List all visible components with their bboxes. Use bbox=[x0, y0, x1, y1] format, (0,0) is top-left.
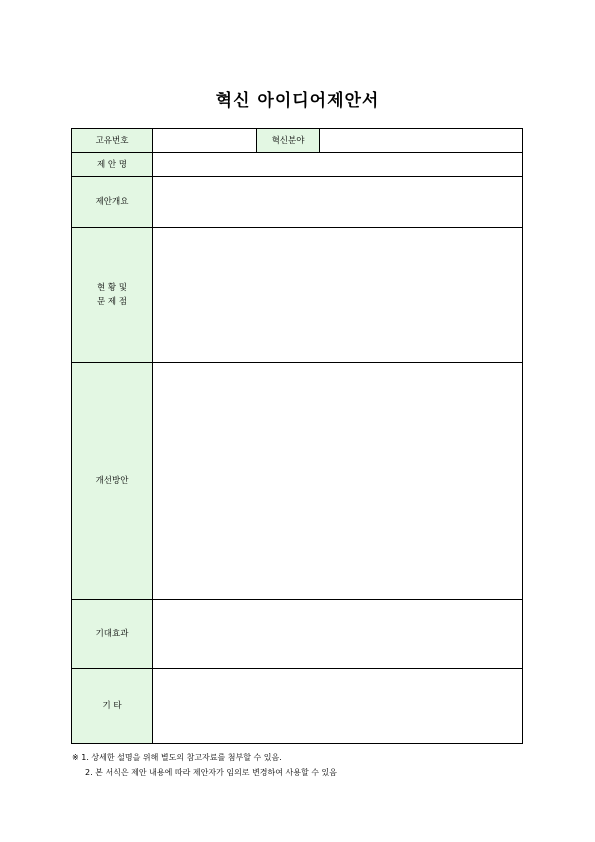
status-label-line2: 문 제 점 bbox=[96, 297, 128, 307]
proposal-name-cell[interactable] bbox=[153, 153, 523, 177]
footnotes bbox=[72, 750, 337, 780]
plan-label: 개선방안 bbox=[72, 363, 153, 600]
row-proposal-name bbox=[72, 153, 523, 177]
row-summary bbox=[72, 177, 523, 228]
status-label bbox=[72, 228, 153, 363]
row-status-problems bbox=[72, 228, 523, 363]
summary-label: 제안개요 bbox=[72, 177, 153, 228]
summary-cell[interactable] bbox=[153, 177, 523, 228]
proposal-name-label: 제 안 명 bbox=[72, 153, 153, 177]
effect-cell[interactable] bbox=[153, 600, 523, 669]
effect-label: 기대효과 bbox=[72, 600, 153, 669]
field-value-cell[interactable] bbox=[320, 129, 523, 153]
footnote-2: 2. 본 서식은 제안 내용에 따라 제안자가 임의로 변경하여 사용할 수 있음 bbox=[85, 768, 337, 777]
row-expected-effect bbox=[72, 600, 523, 669]
footnote-1: ※ 1. 상세한 설명을 위해 별도의 참고자료를 첨부할 수 있음. bbox=[72, 753, 282, 762]
id-value-cell[interactable] bbox=[153, 129, 257, 153]
row-etc bbox=[72, 669, 523, 744]
status-label-line1: 현 황 및 bbox=[96, 283, 128, 293]
etc-label: 기 타 bbox=[72, 669, 153, 744]
document-title: 혁신 아이디어제안서 bbox=[215, 91, 380, 111]
row-id-field bbox=[72, 129, 523, 153]
proposal-form-table bbox=[71, 128, 523, 744]
plan-cell[interactable] bbox=[153, 363, 523, 600]
field-label: 혁신분야 bbox=[257, 129, 320, 153]
etc-cell[interactable] bbox=[153, 669, 523, 744]
id-label: 고유번호 bbox=[72, 129, 153, 153]
row-improvement-plan bbox=[72, 363, 523, 600]
status-cell[interactable] bbox=[153, 228, 523, 363]
